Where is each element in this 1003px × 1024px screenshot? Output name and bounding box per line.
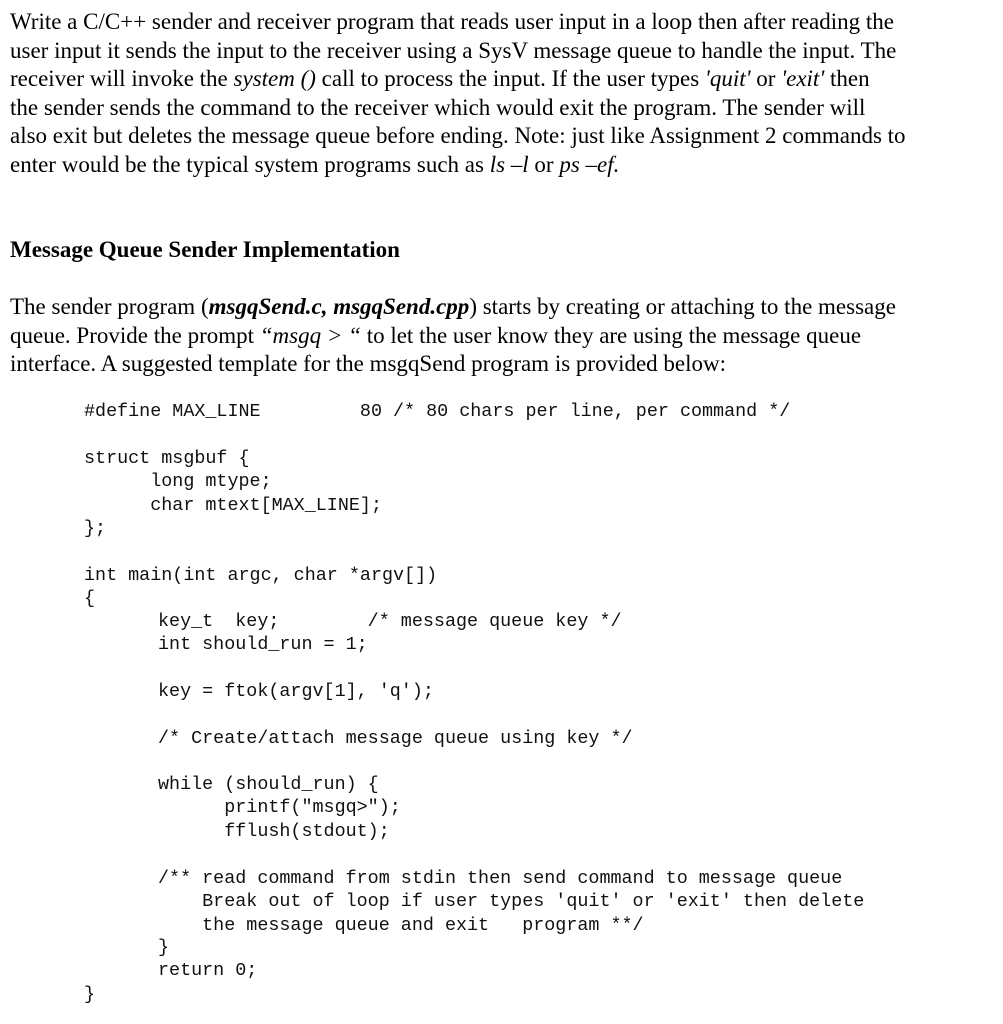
quit-keyword: 'quit' [704, 66, 751, 91]
system-call-text: system () [233, 66, 316, 91]
code-while-block: while (should_run) { printf("msgq>"); fflush(stdout); [158, 774, 401, 842]
code-define-line: #define MAX_LINE 80 /* 80 chars per line, per command */ [84, 401, 791, 422]
code-create-comment: /* Create/attach message queue using key */ [158, 728, 633, 749]
description-line: interface. A suggested template for the msgqSend program is provided below: [10, 351, 727, 376]
code-close-return: } return 0; [158, 937, 258, 982]
section-heading: Message Queue Sender Implementation [10, 237, 400, 262]
ls-command: ls –l [489, 151, 529, 177]
intro-line: enter would be the typical system programs such as ls –l or ps –ef. [10, 151, 620, 177]
file-names: msgqSend.c, msgqSend.cpp [208, 294, 470, 319]
code-struct-block: struct msgbuf { long mtype; char mtext[MAX_LINE]; }; [84, 448, 382, 539]
description-line: queue. Provide the prompt “msgq > “ to let the user know they are using the message queue [10, 322, 862, 348]
intro-line: user input it sends the input to the receiver using a SysV message queue to handle the input. The [10, 37, 897, 63]
intro-paragraph [10, 8, 995, 179]
exit-keyword: 'exit' [781, 66, 825, 91]
code-main-header: int main(int argc, char *argv[]) { [84, 565, 438, 610]
code-ftok-line: key = ftok(argv[1], 'q'); [158, 681, 434, 702]
intro-line: the sender sends the command to the receiver which would exit the program. The sender will [10, 94, 866, 120]
intro-line: also exit but deletes the message queue before ending. Note: just like Assignment 2 commands to [10, 123, 906, 148]
code-read-comment: /** read command from stdin then send command to message queue Break out of loop if user types 'quit' or 'exit' then delete the message queue and exit program **/ [158, 868, 865, 936]
intro-line: Write a C/C++ sender and receiver program that reads user input in a loop then after reading the [10, 9, 894, 34]
prompt-text: “msgq > “ [259, 322, 361, 348]
code-main-close: } [84, 984, 96, 1005]
intro-line: receiver will invoke the system () call to process the input. If the user types 'quit' or 'exit' then [10, 66, 870, 91]
ps-command: ps –ef. [559, 151, 620, 177]
description-paragraph [10, 293, 995, 379]
code-declarations: key_t key; /* message queue key */ int should_run = 1; [158, 611, 622, 656]
description-line: The sender program (msgqSend.c, msgqSend.cpp) starts by creating or attaching to the message [10, 294, 896, 319]
